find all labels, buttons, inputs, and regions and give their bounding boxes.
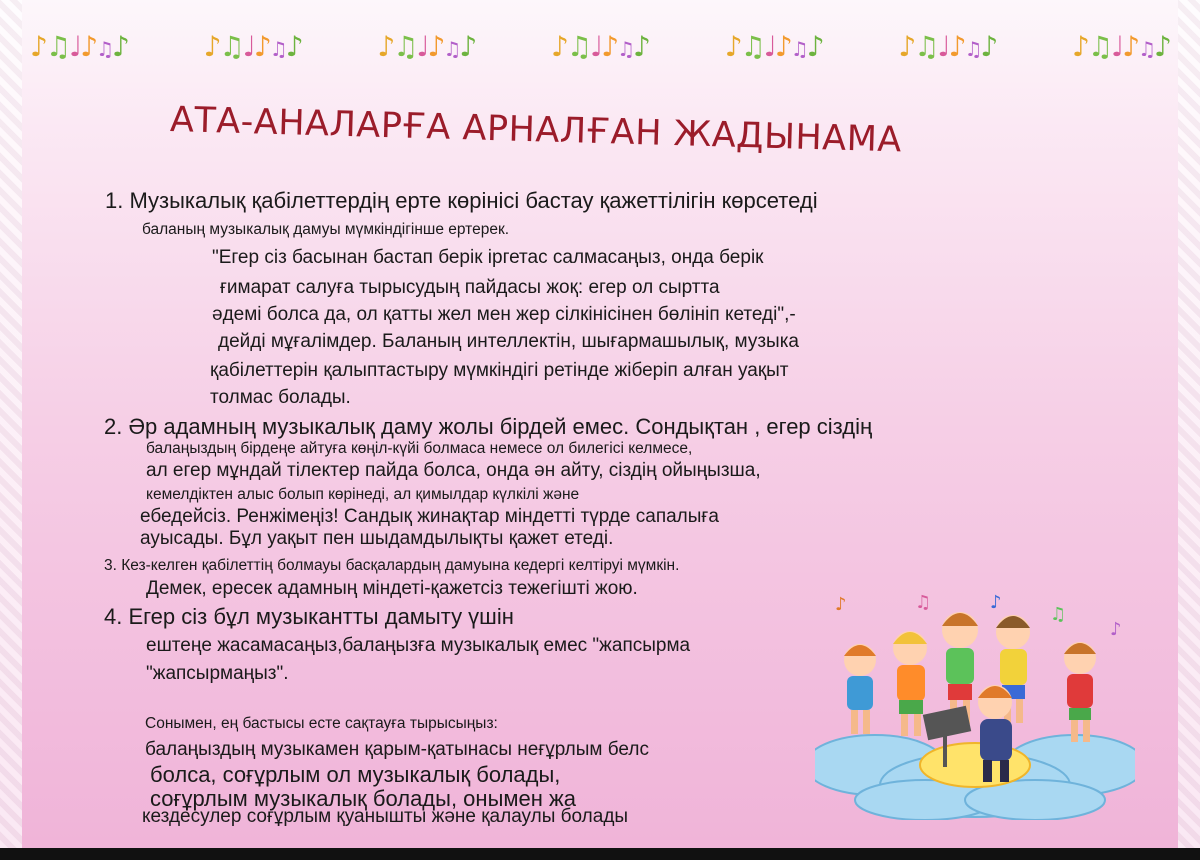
item-3-text: Демек, ересек адамның міндеті-қажетсіз тежегішті жою.: [146, 578, 638, 599]
quote-line: қабілеттерін қалыптастыру мүмкіндігі ретінде жіберіп алған уақыт: [210, 360, 789, 381]
item-1-heading: 1. Музыкалық қабілеттердің ерте көрінісі бастау қажеттілігін көрсетеді: [105, 188, 818, 213]
svg-text:♪: ♪: [990, 592, 1002, 613]
lace-border-left: [0, 0, 22, 848]
singing-children-illustration-icon: [815, 590, 1135, 820]
conclusion-text: кездесулер соғұрлым қуанышты және қалаулы болады: [142, 806, 629, 827]
item-4-heading: 4. Егер сіз бұл музыкантты дамыту үшін: [104, 604, 514, 629]
conclusion-text: Сонымен, ең бастысы есте сақтауға тырысыңыз:: [145, 715, 498, 732]
bottom-bar: [0, 848, 1200, 860]
item-4-text: "жапсырмаңыз".: [146, 663, 289, 684]
quote-line: дейді мұғалімдер. Баланың интеллектін, шығармашылық, музыка: [218, 331, 799, 352]
item-1-text: баланың музыкалық дамуы мүмкіндігінше ертерек.: [142, 221, 510, 238]
memo-title: АТА-АНАЛАРҒА АРНАЛҒАН ЖАДЫНАМА: [169, 100, 903, 161]
svg-text:♫: ♫: [915, 592, 932, 613]
item-3-text: 3. Кез-келген қабілеттің болмауы басқалардың дамуына кедергі келтіруі мүмкін.: [104, 557, 680, 574]
music-notes-border-icon: ♪♫♩♪♫♪ ♪♫♩♪♫♪ ♪♫♩♪♫♪ ♪♫♩♪♫♪ ♪♫♩♪♫♪ ♪♫♩♪♫♪ ♪♫♩♪♫♪: [30, 29, 1170, 63]
quote-line: "Егер сіз басынан бастап берік іргетас салмасаңыз, онда берік: [212, 247, 764, 268]
item-2-text: ал егер мұндай тілектер пайда болса, онда ән айту, сіздің ойыңызша,: [146, 460, 761, 481]
item-2-heading: 2. Әр адамның музыкалық даму жолы бірдей емес. Сондықтан , егер сіздің: [104, 414, 873, 439]
item-2-text: балаңыздың бірдеңе айтуға көңіл-күйі болмаса немесе ол билегісі келмесе,: [146, 440, 693, 457]
svg-text:♪: ♪: [1110, 619, 1122, 640]
item-2-text: кемелдіктен алыс болып көрінеді, ал қимылдар күлкілі және: [146, 486, 580, 503]
conclusion-text: соғұрлым музыкалық болады, онымен жа: [150, 786, 576, 811]
quote-line: ғимарат салуға тырысудың пайдасы жоқ: егер ол сыртта: [220, 277, 720, 298]
svg-text:♪: ♪: [835, 594, 847, 615]
conclusion-text: болса, соғұрлым ол музыкалық болады,: [150, 762, 561, 787]
item-4-text: ештеңе жасамасаңыз,балаңызға музыкалық емес "жапсырма: [146, 635, 691, 656]
conclusion-text: балаңыздың музыкамен қарым-қатынасы неғұрлым белс: [145, 739, 649, 760]
item-2-text: ауысады. Бұл уақыт пен шыдамдылықты қажет етеді.: [140, 528, 614, 549]
lace-border-right: [1178, 0, 1200, 848]
quote-line: әдемі болса да, ол қатты жел мен жер сілкінісінен бөлініп кетеді",-: [212, 304, 796, 325]
svg-text:♫: ♫: [1050, 604, 1067, 625]
item-2-text: ебедейсіз. Ренжімеңіз! Сандық жинақтар міндетті түрде сапалыға: [140, 506, 719, 527]
quote-line: толмас болады.: [210, 387, 351, 408]
